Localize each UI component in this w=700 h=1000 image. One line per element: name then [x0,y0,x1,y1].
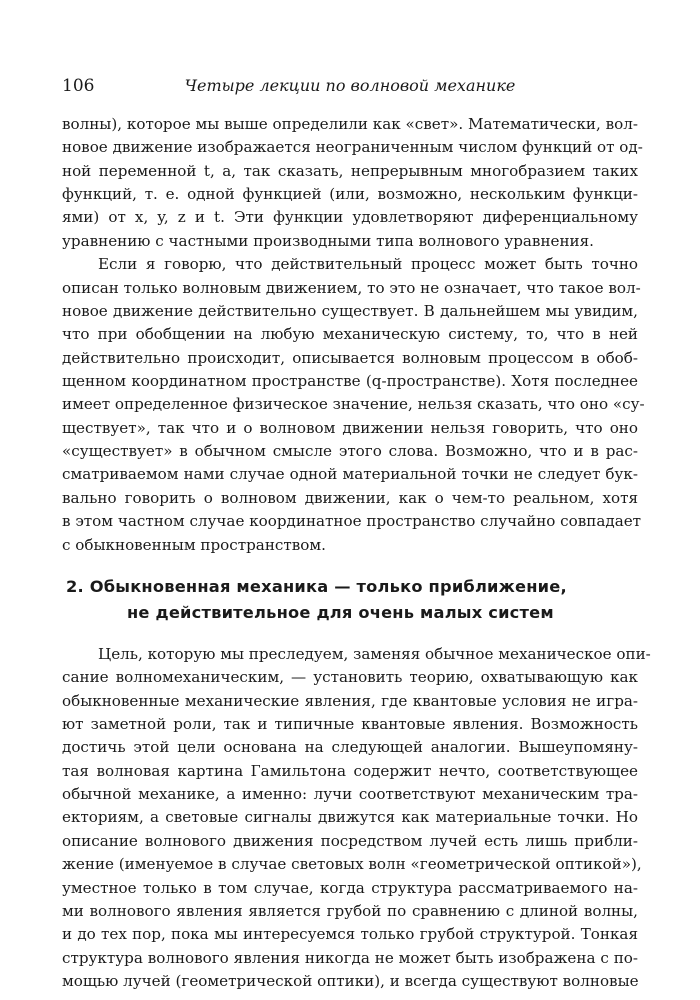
text-line: функций, т. е. одной функцией (или, возможно, нескольким функци- [62,185,638,204]
text-line: обычной механике, а именно: лучи соответствуют механическим тра- [62,785,638,804]
running-title: Четыре лекции по волновой механике [184,76,516,95]
text-line: сание волномеханическим, — установить теорию, охватывающую как [62,668,638,687]
page-header [62,76,638,100]
text-line: имеет определенное физическое значение, нельзя сказать, что оно «су- [62,395,645,414]
text-line: мощью лучей (геометрической оптики), и всегда существуют волновые [62,972,639,990]
text-line: новое движение действительно существует. В дальнейшем мы увидим, [62,301,638,320]
text-line: структура волнового явления никогда не может быть изображена с по- [62,948,638,967]
text-line: щенном координатном пространстве (q-пространстве). Хотя последнее [62,372,638,390]
text-line: достичь этой цели основана на следующей аналогии. Вышеупомяну- [62,738,638,757]
text-line: ной переменной t, а, так сказать, непрерывным многобразием таких [62,161,638,180]
text-line: уравнению с частными производными типа волнового уравнения. [62,231,594,250]
page-number: 106 [62,76,95,96]
text-line: ют заметной роли, так и типичные квантовые явления. Возможность [62,714,638,733]
text-line: что при обобщении на любую механическую систему, то, что в ней [62,325,638,344]
text-line: ществует», так что и о волновом движении нельзя говорить, что оно [62,418,638,437]
text-line: вально говорить о волновом движении, как о чем-то реальном, хотя [62,488,638,507]
text-line: в этом частном случае координатное пространство случайно совпадает [62,512,642,531]
text-line: Если я говорю, что действительный процесс может быть точно [98,255,638,274]
text-line: обыкновенные механические явления, где квантовые условия не игра- [62,691,638,710]
text-line: ями) от x, y, z и t. Эти функции удовлетворяют диференциальному [62,208,638,227]
text-line: уместное только в том случае, когда структура рассматриваемого на- [62,878,638,897]
section-heading: не действительное для очень малых систем [127,602,554,622]
text-line: волны), которое мы выше определили как «свет». Математически, вол- [62,115,638,133]
section-heading: 2. Обыкновенная механика — только приближение, [66,576,567,596]
text-line: екториям, а световые сигналы движутся как материальные точки. Но [62,808,638,827]
text-line: действительно происходит, описывается волновым процессом в обоб- [62,348,638,367]
text-line: сматриваемом нами случае одной материальной точки не следует бук- [62,465,638,484]
text-line: ми волнового явления является грубой по сравнению с длиной волны, [62,901,638,920]
text-line: с обыкновенным пространством. [62,535,326,554]
text-line: новое движение изображается неограниченным числом функций от од- [62,138,643,157]
text-line: описание волнового движения посредством лучей есть лишь прибли- [62,831,638,850]
text-line: и до тех пор, пока мы интересуемся только грубой структурой. Тонкая [62,925,638,944]
text-line: описан только волновым движением, то это не означает, что такое вол- [62,278,641,297]
text-line: Цель, которую мы преследуем, заменяя обычное механическое опи- [98,644,651,663]
text-line: «существует» в обычном смысле этого слова. Возможно, что и в рас- [62,442,638,461]
text-line: жение (именуемое в случае световых волн «геометрической оптикой»), [62,855,642,874]
text-line: тая волновая картина Гамильтона содержит нечто, соответствующее [62,761,638,780]
